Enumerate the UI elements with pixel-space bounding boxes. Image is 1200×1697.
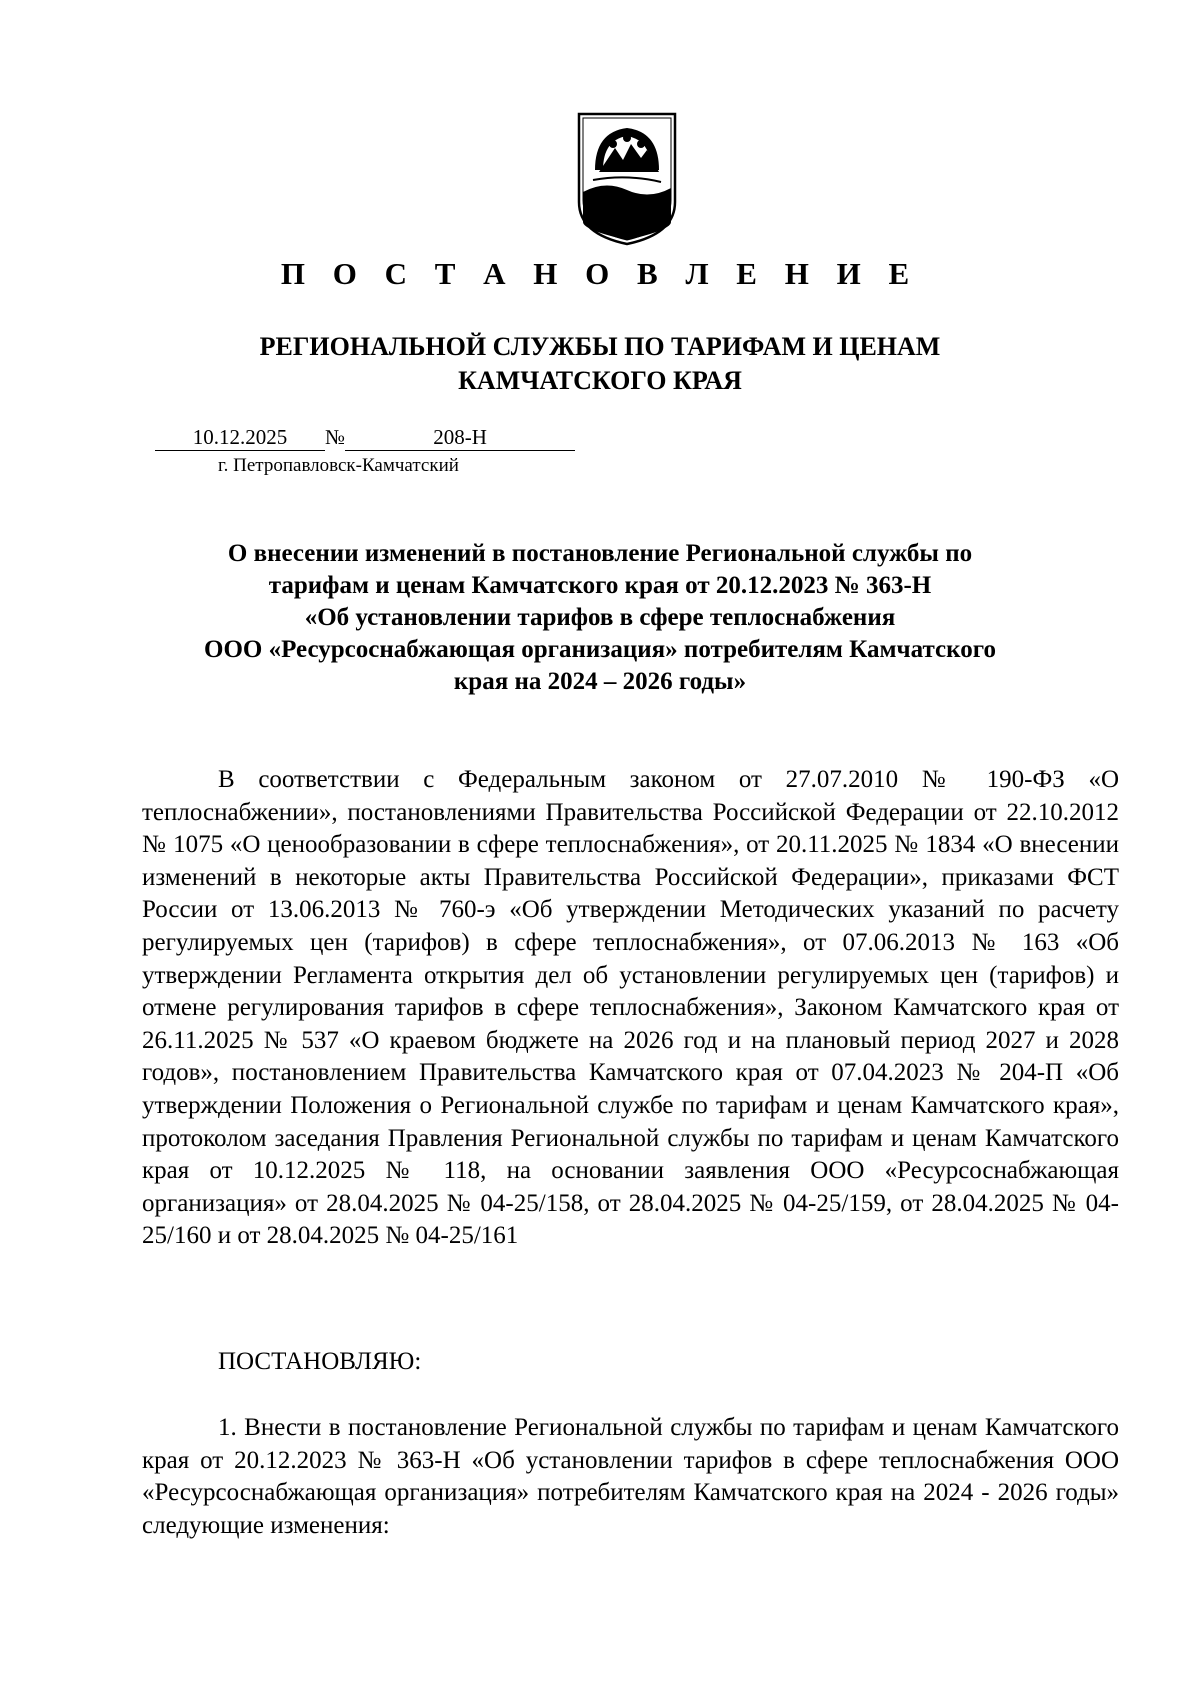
document-subject	[160, 538, 1040, 698]
subject-line: О внесении изменений в постановление Региональной службы по	[227, 540, 973, 567]
issuing-authority	[0, 330, 1200, 398]
subject-line: ООО «Ресурсоснабжающая организация» потребителям Камчатского	[204, 636, 996, 663]
document-date: 10.12.2025	[155, 424, 325, 451]
number-sign: №	[325, 425, 346, 449]
kamchatka-emblem-icon	[575, 110, 679, 248]
item-1-paragraph: 1. Внести в постановление Региональной службы по тарифам и ценам Камчатского края от 20.12.2023 № 363-Н «Об установлении тарифов в сфере теплоснабжения ООО «Ресурсоснабжающая организация» потребителям Камчатского края на 2024 - 2026 годы» следующие изменения:	[142, 1414, 1119, 1539]
subject-line: края на 2024 – 2026 годы»	[453, 668, 747, 695]
authority-line: КАМЧАТСКОГО КРАЯ	[458, 366, 742, 395]
subject-line: «Об установлении тарифов в сфере теплоснабжения	[304, 604, 896, 631]
document-title: П О С Т А Н О В Л Е Н И Е	[280, 256, 920, 291]
document-number: 208-Н	[345, 424, 575, 451]
document-city: г. Петропавловск-Камчатский	[218, 455, 459, 476]
subject-line: тарифам и ценам Камчатского края от 20.12.2023 № 363-Н	[268, 572, 932, 599]
preamble-paragraph: В соответствии с Федеральным законом от 27.07.2010 № 190-ФЗ «О теплоснабжении», постановлениями Правительства Российской Федерации от 22.10.2012 № 1075 «О ценообразовании в сфере теплоснабжения», от 20.11.2025 № 1834 «О внесении изменений в некоторые акты Правительства Российской Федерации», приказами ФСТ России от 13.06.2013 № 760-э «Об утверждении Методических указаний по расчету регулируемых цен (тарифов) в сфере теплоснабжения», от 07.06.2013 № 163 «Об утверждении Регламента открытия дел об установлении регулируемых цен (тарифов) и отмене регулирования тарифов в сфере теплоснабжения», Законом Камчатского края от 26.11.2025 № 537 «О краевом бюджете на 2026 год и на плановый период 2027 и 2028 годов», постановлением Правительства Камчатского края от 07.04.2023 № 204-П «Об утверждении Положения о Региональной службе по тарифам и ценам Камчатского края», протоколом заседания Правления Региональной службы по тарифам и ценам Камчатского края от 10.12.2025 № 118, на основании заявления ООО «Ресурсоснабжающая организация» от 28.04.2025 № 04-25/158, от 28.04.2025 № 04-25/159, от 28.04.2025 № 04-25/160 и от 28.04.2025 № 04-25/161	[142, 766, 1119, 1250]
date-number-line	[155, 424, 575, 451]
authority-line: РЕГИОНАЛЬНОЙ СЛУЖБЫ ПО ТАРИФАМ И ЦЕНАМ	[259, 332, 941, 361]
resolve-heading: ПОСТАНОВЛЯЮ:	[218, 1348, 422, 1375]
